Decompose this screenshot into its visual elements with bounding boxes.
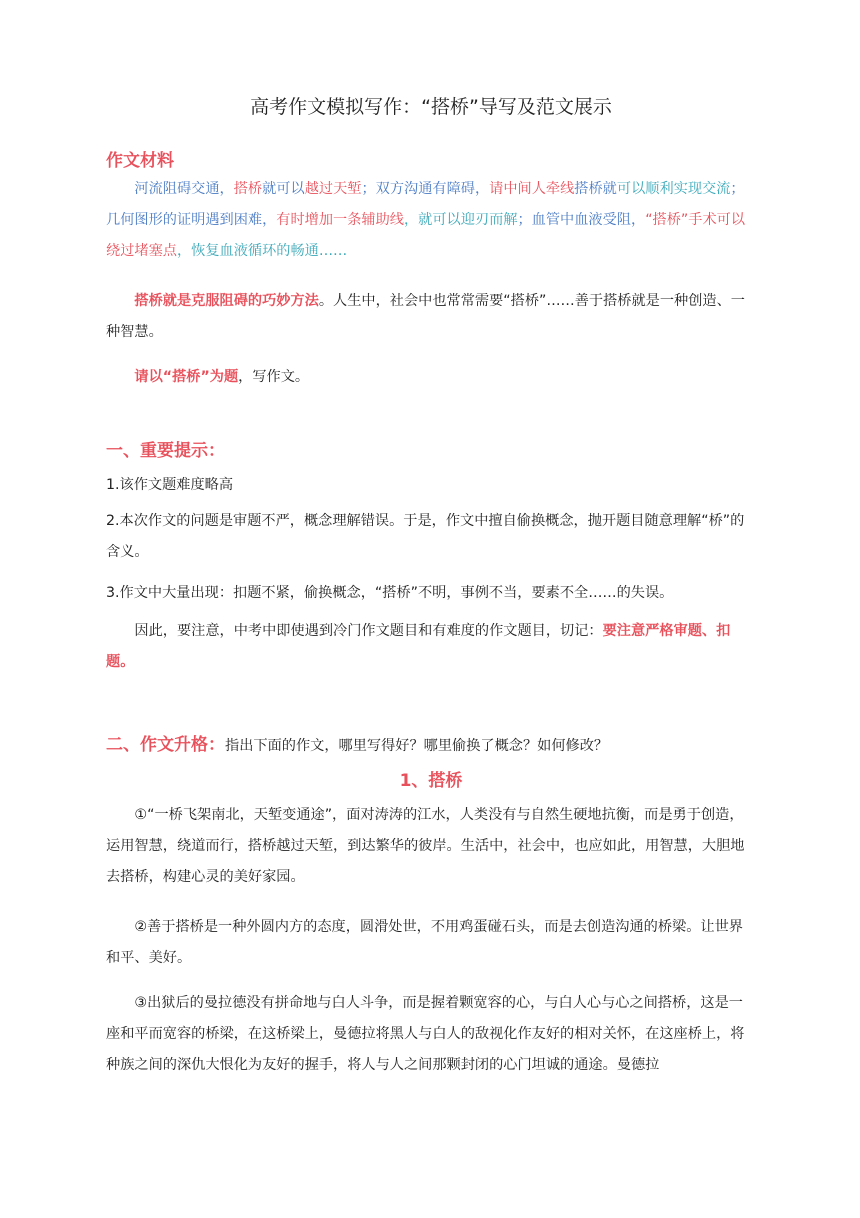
tips-note — [106, 616, 756, 678]
material-text-run: 搭桥就 — [574, 181, 617, 197]
material-text-run: “搭桥”手术可以绕过堵塞点 — [106, 212, 746, 259]
tips-note-text: 因此，要注意，中考中即使遇到冷门作文题目和有难度的作文题目，切记： — [134, 623, 603, 639]
material-heading: 作文材料 — [106, 151, 174, 171]
material-paragraph-2-text: 。人生中，社会中也常常需要“搭桥”……善于搭桥就是一种创造、一种智慧。 — [106, 293, 745, 340]
material-text-run: ；血管中血液受阻， — [517, 212, 646, 228]
material-text-run: ，就可以迎刃而解 — [403, 212, 518, 228]
tips-note-bold: 要注意严格审题、扣题。 — [106, 623, 731, 670]
material-text-run: 搭桥 — [233, 181, 263, 197]
upgrade-heading-line — [106, 730, 756, 755]
material-text-run: ；几何图形的证明遇到困难， — [106, 181, 745, 228]
essay-paragraph: ②善于搭桥是一种外圆内方的态度，圆滑处世，不用鸡蛋碰石头，而是去创造沟通的桥梁。让世界和平、美好。 — [106, 919, 743, 966]
material-text-run: 就可以 — [262, 181, 305, 197]
upgrade-prompt: 指出下面的作文，哪里写得好？哪里偷换了概念？如何修改？ — [225, 738, 609, 754]
tip-item: 3.作文中大量出现：扣题不紧，偷换概念，“搭桥”不明，事例不当，要素不全……的失误。 — [106, 585, 674, 601]
material-paragraph-3 — [106, 362, 756, 393]
essay-paragraph: ①“一桥飞架南北，天堑变通途”，面对涛涛的江水，人类没有与自然生硬地抗衡，而是勇于创造，运用智慧，绕道而行，搭桥越过天堑，到达繁华的彼岸。生活中，社会中，也应如此，用智慧，大胆地去搭桥，构建心灵的美好家园。 — [106, 807, 745, 885]
document-title: 高考作文模拟写作：“搭桥”导写及范文展示 — [250, 96, 612, 118]
material-text-run: 请中间人牵线 — [489, 181, 575, 197]
material-text-run: 可以顺利实现交流 — [616, 181, 731, 197]
material-instruction-text: ，写作文。 — [238, 369, 310, 385]
material-text-run: 越过天堑 — [304, 181, 362, 197]
material-text-run: 有时增加一条辅助线 — [276, 212, 404, 228]
material-text-run: ，恢复血液循环的畅通…… — [176, 243, 348, 259]
tips-heading: 一、重要提示： — [106, 441, 225, 461]
essay-title: 1、搭桥 — [399, 771, 463, 791]
material-key-sentence: 搭桥就是克服阻碍的巧妙方法 — [134, 293, 319, 309]
material-text-run: 河流阻碍交通， — [134, 181, 234, 197]
tip-item: 2.本次作文的问题是审题不严，概念理解错误。于是，作文中擅自偷换概念，抛开题目随意理解“桥”的含义。 — [106, 513, 745, 560]
material-paragraph-2 — [106, 286, 756, 348]
material-text-run: ；双方沟通有障碍， — [361, 181, 490, 197]
material-paragraph-1 — [106, 174, 756, 267]
tip-item: 1.该作文题难度略高 — [106, 477, 234, 493]
upgrade-heading: 二、作文升格： — [106, 735, 225, 755]
essay-paragraph: ③出狱后的曼拉德没有拼命地与白人斗争，而是握着颗宽容的心，与白人心与心之间搭桥，这是一座和平而宽容的桥梁，在这桥梁上，曼德拉将黑人与白人的敌视化作友好的相对关怀，在这座桥上，将种族之间的深仇大恨化为友好的握手，将人与人之间那颗封闭的心门坦诚的通途。曼德拉 — [106, 995, 745, 1073]
material-instruction-bold: 请以“搭桥”为题 — [134, 369, 239, 385]
